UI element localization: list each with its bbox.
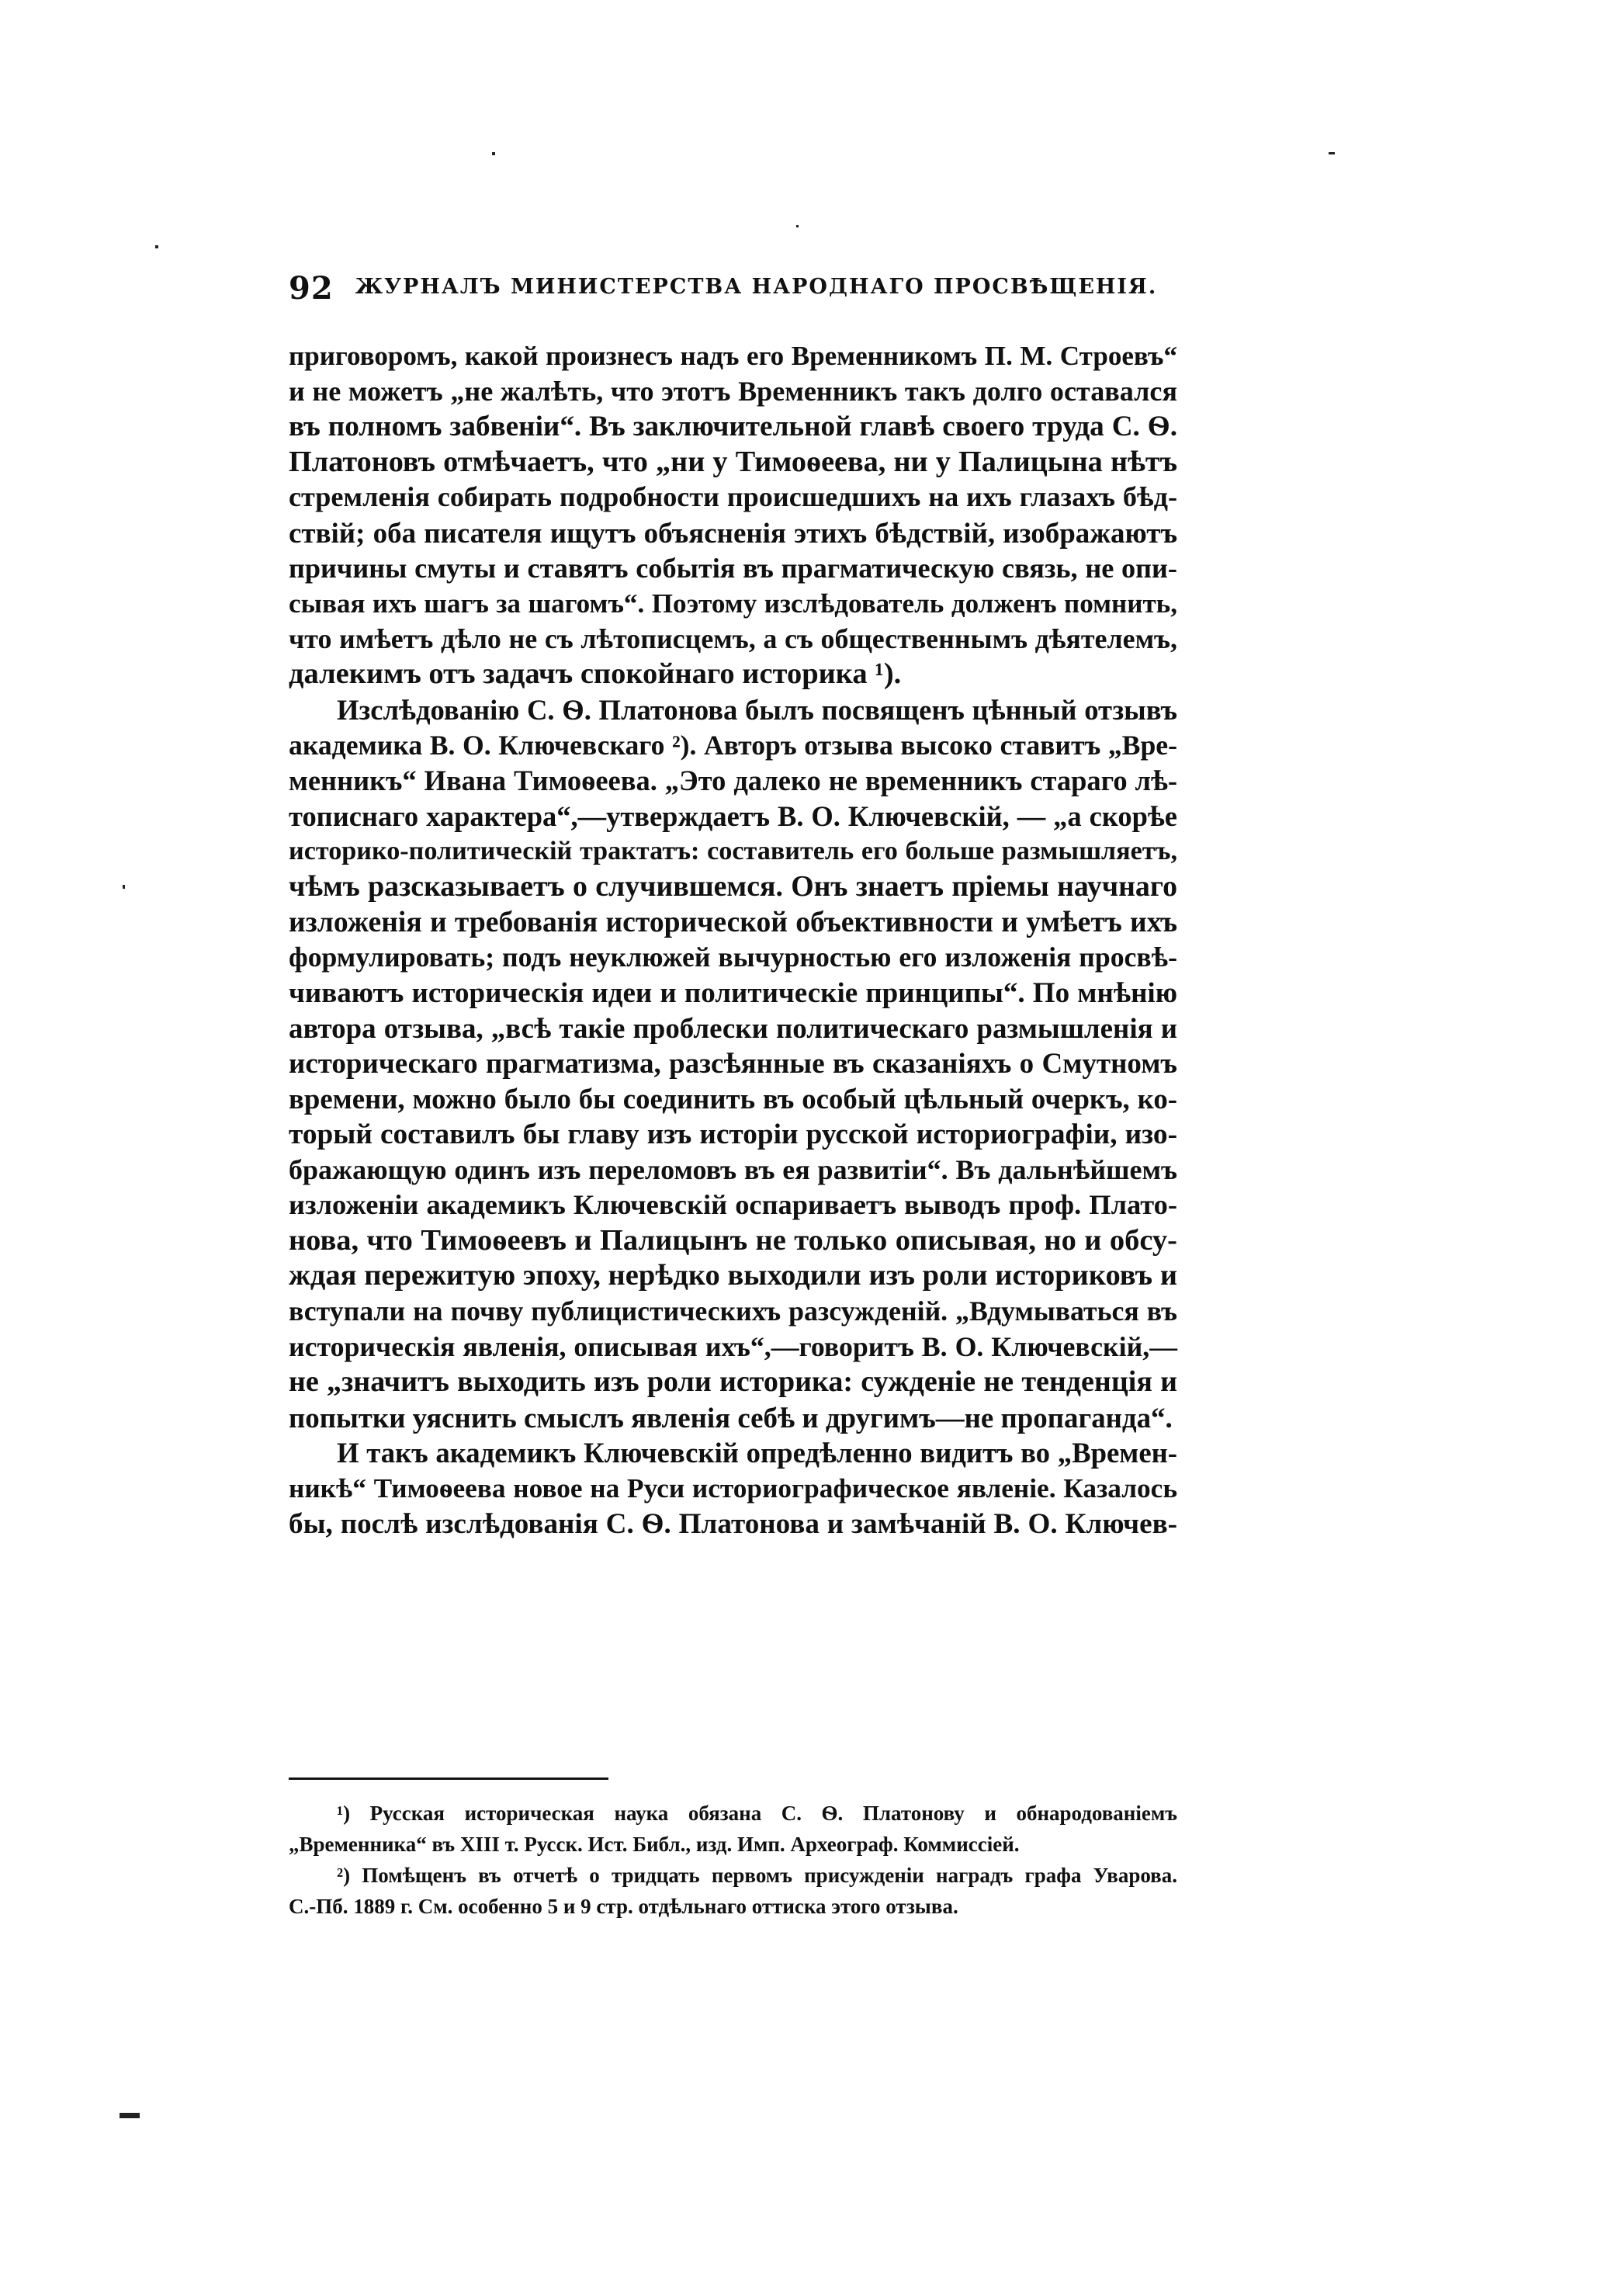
text-line: времени, можно было бы соединить въ особый цѣльный очеркъ, ко- [289, 1083, 1177, 1115]
text-line: нова, что Тимоѳеевъ и Палицынъ не только описывая, но и обсу- [289, 1223, 1177, 1257]
text-line: что имѣетъ дѣло не съ лѣтописцемъ, а съ общественнымъ дѣятелемъ, [289, 623, 1177, 654]
text-line: бражающую одинъ изъ переломовъ въ ея развитіи“. Въ дальнѣйшемъ [289, 1153, 1177, 1185]
ink-speck [120, 2113, 140, 2118]
text-line: изложенія и требованія исторической объективности и умѣетъ ихъ [289, 905, 1177, 938]
text-line: Платоновъ отмѣчаетъ, что „ни у Тимоѳеева, ни у Палицына нѣтъ [289, 445, 1177, 478]
text-line: автора отзыва, „всѣ такіе проблески политическаго размышленія и [289, 1012, 1177, 1045]
text-line: вступали на почву публицистическихъ разсужденій. „Вдумываться въ [289, 1295, 1177, 1327]
text-line: изложеніи академикъ Ключевскій оспариваетъ выводъ проф. Плато- [289, 1189, 1177, 1221]
text-line: приговоромъ, какой произнесъ надъ его Временникомъ П. М. Строевъ“ [289, 341, 1177, 371]
ink-speck [155, 245, 158, 248]
ink-speck [1329, 152, 1335, 154]
text-line: сывая ихъ шагъ за шагомъ“. Поэтому изслѣдователь долженъ помнить, [289, 588, 1177, 619]
text-line: не „значитъ выходить изъ роли историка: сужденіе не тенденція и [289, 1365, 1177, 1399]
text-line: историческія явленія, описывая ихъ“,—говоритъ В. О. Ключевскій,— [289, 1330, 1177, 1362]
footnote-line: „Временника“ въ XIII т. Русск. Ист. Библ., изд. Имп. Археограф. Коммиссіей. [289, 1833, 1020, 1856]
text-line: академика В. О. Ключевскаго ²). Авторъ отзыва высоко ставитъ „Вре- [289, 729, 1177, 761]
text-line: ждая пережитую эпоху, нерѣдко выходили изъ роли историковъ и [289, 1259, 1177, 1292]
ink-speck [796, 225, 799, 227]
text-line: торый составилъ бы главу изъ исторіи русской историографіи, изо- [289, 1119, 1177, 1151]
main-text [289, 338, 1177, 1542]
text-line: чѣмъ разсказываетъ о случившемся. Онъ знаетъ пріемы научнаго [289, 869, 1177, 903]
footnote-line: С.-Пб. 1889 г. См. особенно 5 и 9 стр. отдѣльнаго оттиска этого отзыва. [289, 1895, 958, 1918]
text-line: и не можетъ „не жалѣть, что этотъ Временникъ такъ долго оставался [289, 375, 1177, 407]
text-line: далекимъ отъ задачъ спокойнаго историка ¹). [289, 657, 902, 691]
text-line: стремленія собирать подробности происшедшихъ на ихъ глазахъ бѣд- [289, 481, 1177, 513]
text-line: бы, послѣ изслѣдованія С. Ѳ. Платонова и замѣчаній В. О. Ключев- [289, 1507, 1177, 1540]
text-line: формулировать; подъ неуклюжей вычурностью его изложенія просвѣ- [289, 942, 1177, 973]
text-line: чиваютъ историческія идеи и политическіе принципы“. По мнѣнію [289, 976, 1177, 1009]
page-number: 92 [289, 270, 334, 307]
text-line: историко-политическій трактатъ: составитель его больше размышляетъ, [289, 837, 1177, 866]
page-header [289, 270, 1177, 309]
footnotes [289, 1798, 1177, 1922]
text-line: ствій; оба писателя ищутъ объясненія этихъ бѣдствій, изображаютъ [289, 516, 1177, 549]
ink-speck [492, 152, 495, 155]
text-line: менникъ“ Ивана Тимоѳеева. „Это далеко не временникъ стараго лѣ- [289, 765, 1177, 797]
text-line: тописнаго характера“,—утверждаетъ В. О. Ключевскій, — „а скорѣе [289, 799, 1177, 832]
text-line: Изслѣдованію С. Ѳ. Платонова былъ посвященъ цѣнный отзывъ [337, 693, 1177, 726]
text-line: И такъ академикъ Ключевскій опредѣленно видитъ во „Времен- [337, 1437, 1177, 1469]
text-line: попытки уяснить смыслъ явленія себѣ и другимъ—не пропаганда“. [289, 1401, 1173, 1434]
text-line: никѣ“ Тимоѳеева новое на Руси историографическое явленіе. Казалось [289, 1473, 1177, 1503]
text-line: историческаго прагматизма, разсѣянные въ сказаніяхъ о Смутномъ [289, 1047, 1177, 1080]
footnote-divider [289, 1777, 608, 1780]
text-line: причины смуты и ставятъ событія въ прагматическую связь, не опи- [289, 552, 1177, 584]
footnote-line: ¹) Русская историческая наука обязана С. Ѳ. Платонову и обнародованіемъ [337, 1802, 1177, 1825]
running-title: ЖУРНАЛЪ МИНИСТЕРСТВА НАРОДНАГО ПРОСВѢЩЕНІЯ. [355, 275, 1158, 299]
ink-speck [123, 885, 125, 889]
footnote-line: ²) Помѣщенъ въ отчетѣ о тридцать первомъ присужденіи наградъ графа Уварова. [337, 1864, 1177, 1887]
text-line: въ полномъ забвеніи“. Въ заключительной главѣ своего труда С. Ѳ. [289, 411, 1177, 443]
